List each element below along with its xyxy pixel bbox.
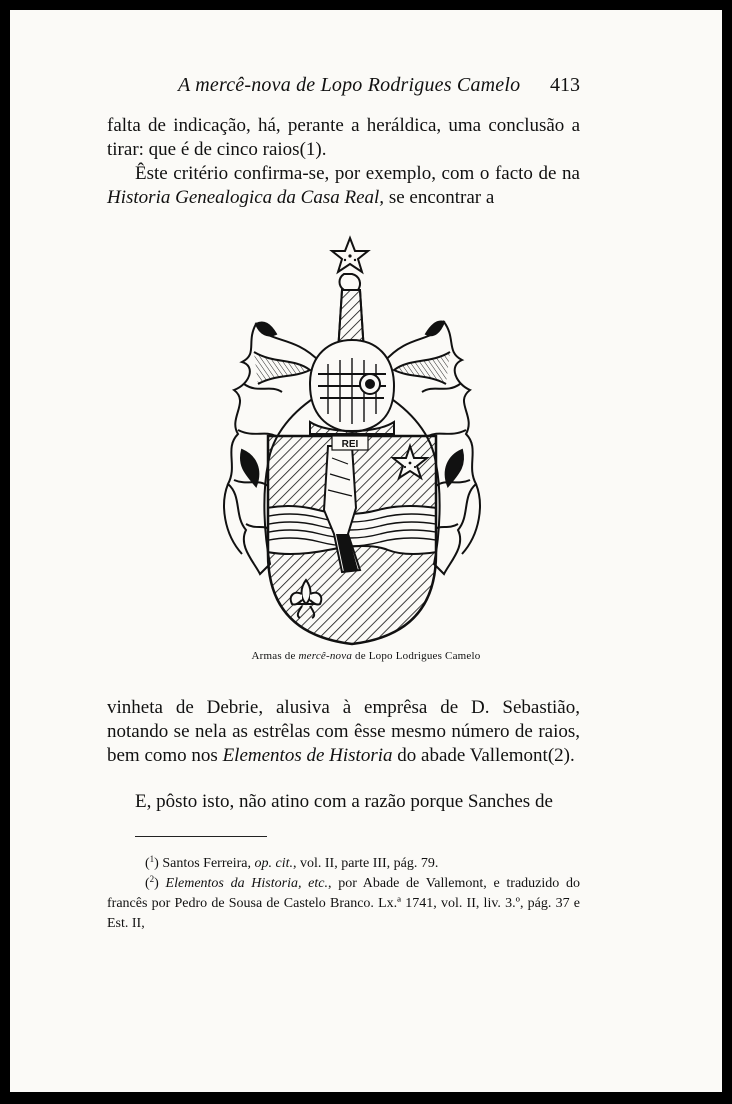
footnote-ref-1: (1)	[299, 139, 322, 160]
footnote-2: ($^2$) Elementos da Historia, etc., por Abade de Vallemont, e traduzido do francês por Pedro de Sousa de Castelo Branco. Lx.ª 1741, vol. II, liv. 3.º, pág. 37 e Est. II,	[107, 874, 580, 931]
book-title: Historia Genealogica da Casa Real,	[107, 187, 385, 208]
footnotes	[107, 854, 580, 934]
book-page	[10, 10, 722, 1092]
paragraph-2: Êste critério confirma-se, por exemplo, com o facto de na Historia Genealogica da Casa Real, se encontrar a	[107, 163, 580, 208]
page-header	[10, 74, 722, 100]
shield	[258, 436, 448, 646]
helmet	[310, 340, 394, 434]
paragraph-4: E, pôsto isto, não atino com a razão porque Sanches de	[135, 791, 553, 812]
coat-of-arms-figure	[198, 234, 498, 654]
footnote-ref-2: (2)	[547, 745, 570, 766]
rei-label: REI	[341, 439, 359, 450]
running-title: A mercê-nova de Lopo Rodrigues Camelo	[178, 74, 521, 96]
paragraph-3: vinheta de Debrie, alusiva à emprêsa de D. Sebastião, notando se nela as estrêlas com êsse mesmo número de raios, bem como nos Elementos de Historia do abade Vallemont(2).	[107, 697, 580, 766]
footnote-divider	[135, 836, 267, 837]
page-number: 413	[550, 74, 580, 96]
paragraph-1: falta de indicação, há, perante a heráldica, uma conclusão a tirar: que é de cinco raios(1).	[107, 115, 580, 160]
figure-caption: Armas de mercê-nova de Lopo Lodrigues Camelo	[251, 650, 481, 662]
footnote-1: ($^1$) Santos Ferreira, op. cit., vol. II, parte III, pág. 79.	[145, 854, 439, 871]
coat-of-arms-illustration	[198, 234, 498, 654]
work-title: Elementos de Historia	[222, 745, 393, 766]
